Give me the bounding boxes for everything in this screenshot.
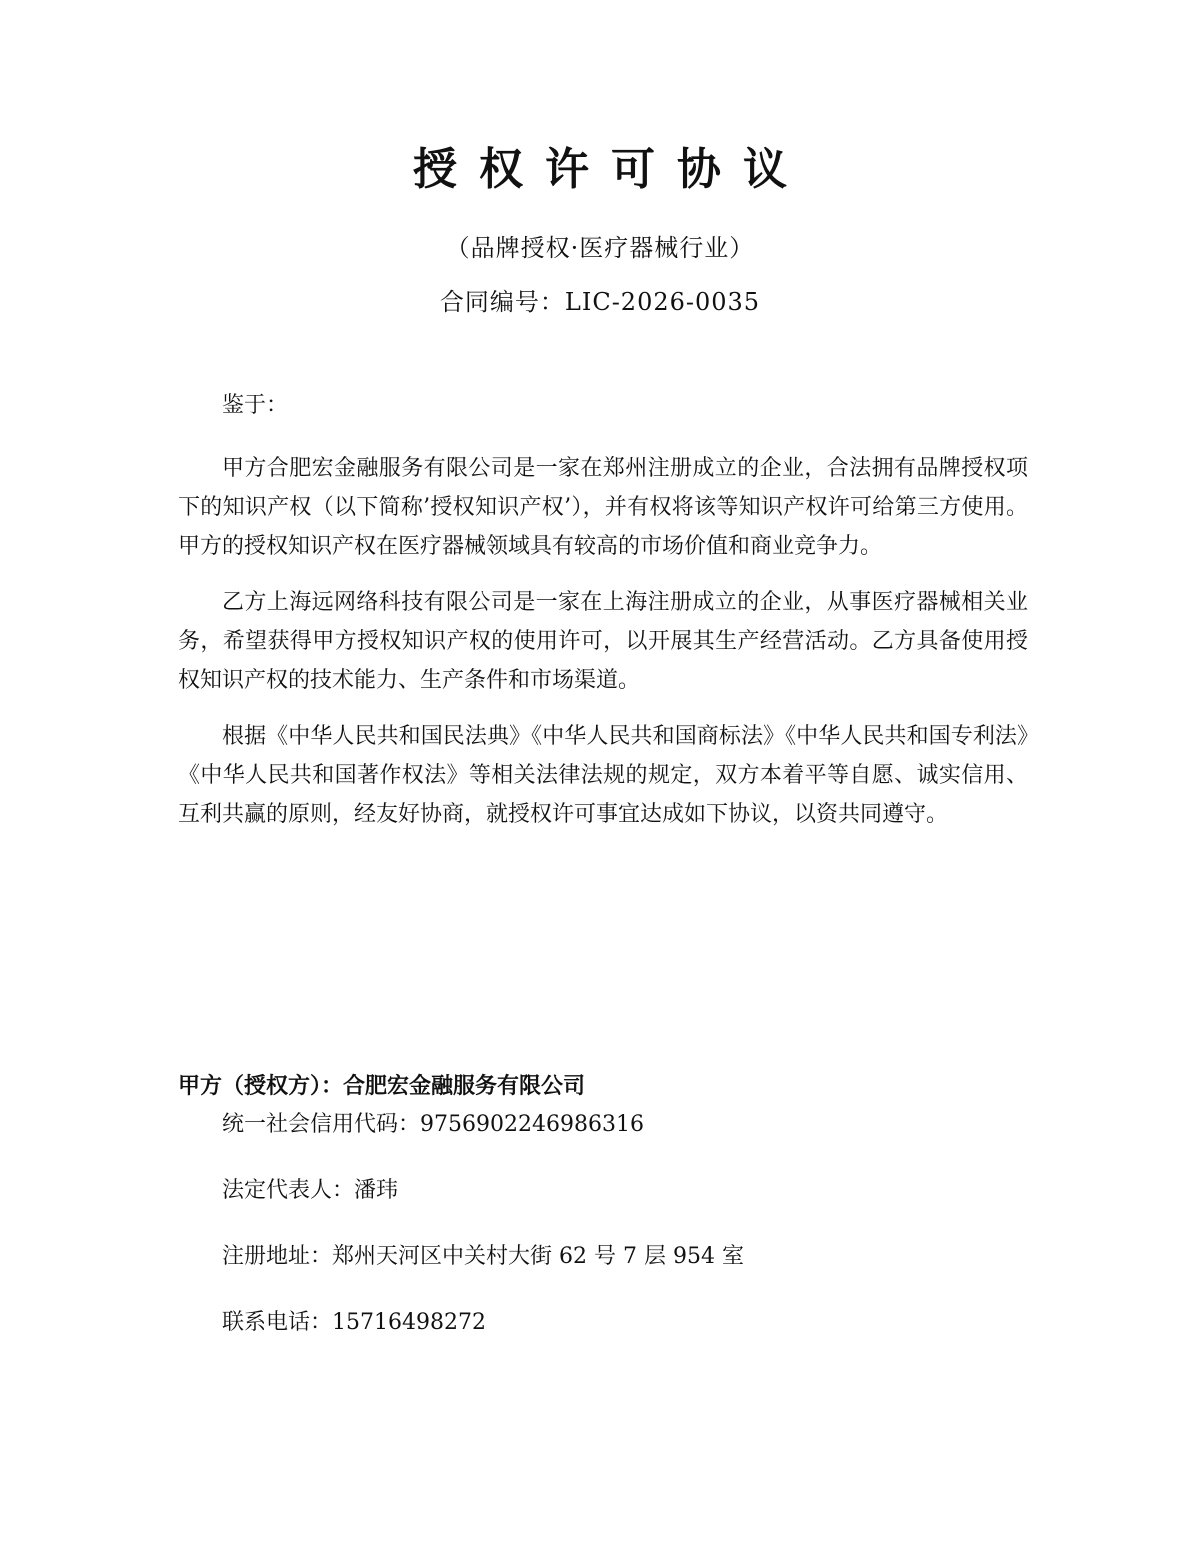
recital-paragraph-legal-basis: 根据《中华人民共和国民法典》《中华人民共和国商标法》《中华人民共和国专利法》《中华人民共和国著作权法》等相关法律法规的规定，双方本着平等自愿、诚实信用、互利共赢的原则，经友好协商，就授权许可事宜达成如下协议，以资共同遵守。: [178, 724, 1028, 827]
party-a-phone: 联系电话：15716498272: [222, 1310, 486, 1335]
contract-number: 合同编号：LIC-2026-0035: [439, 288, 761, 316]
party-a-heading: 甲方（授权方）：合肥宏金融服务有限公司: [178, 1074, 586, 1099]
party-a-address: 注册地址：郑州天河区中关村大街 62 号 7 层 954 室: [222, 1244, 744, 1269]
recital-paragraph-party-a: 甲方合肥宏金融服务有限公司是一家在郑州注册成立的企业，合法拥有品牌授权项下的知识产权（以下简称’授权知识产权’），并有权将该等知识产权许可给第三方使用。甲方的授权知识产权在医疗器械领域具有较高的市场价值和商业竞争力。: [178, 456, 1028, 559]
party-a-legal-representative: 法定代表人：潘玮: [222, 1178, 399, 1203]
whereas-label: 鉴于：: [222, 393, 289, 418]
party-a-section: [178, 1068, 1028, 1370]
party-a-credit-code: 统一社会信用代码：9756902246986316: [222, 1112, 644, 1137]
recitals-section: [178, 386, 1028, 851]
document-title: 授权许可协议: [413, 144, 809, 195]
document-subtitle: （品牌授权·医疗器械行业）: [445, 234, 755, 262]
recital-paragraph-party-b: 乙方上海远网络科技有限公司是一家在上海注册成立的企业，从事医疗器械相关业务，希望获得甲方授权知识产权的使用许可，以开展其生产经营活动。乙方具备使用授权知识产权的技术能力、生产条件和市场渠道。: [178, 590, 1028, 693]
